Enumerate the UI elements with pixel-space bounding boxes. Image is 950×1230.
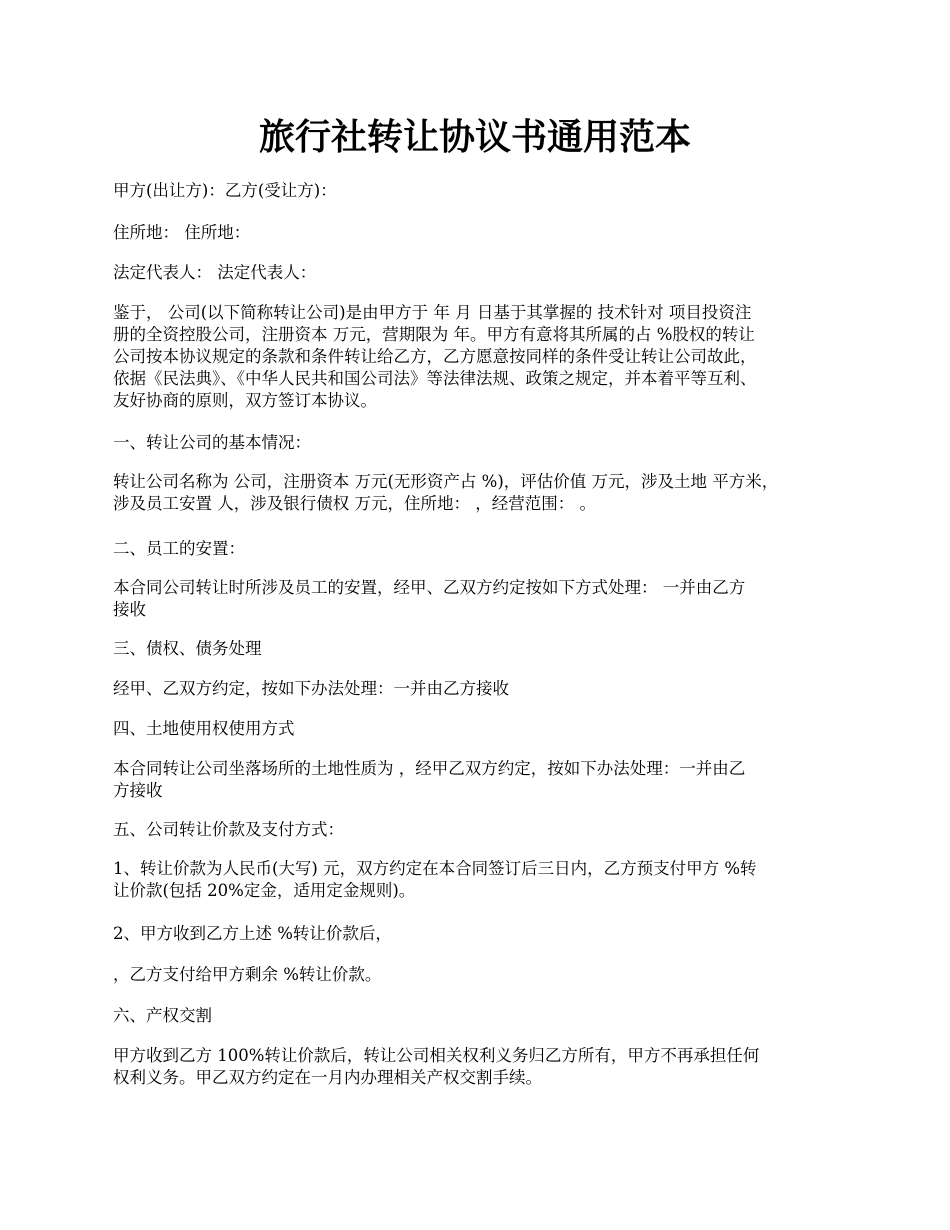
text-line: 二、员工的安置： bbox=[113, 539, 245, 558]
text-line: 让价款(包括 20%定金，适用定金规则)。 bbox=[113, 881, 416, 900]
text-line: 接收 bbox=[113, 600, 146, 619]
document-title: 旅行社转让协议书通用范本 bbox=[258, 116, 691, 158]
text-line: 三、债权、债务处理 bbox=[113, 639, 262, 658]
payment-clause-3 bbox=[113, 964, 853, 986]
text-line: 2、甲方收到乙方上述 %转让价款后， bbox=[113, 924, 392, 943]
text-line: 四、土地使用权使用方式 bbox=[113, 719, 295, 738]
legal-representative-paragraph bbox=[113, 262, 853, 284]
section-heading bbox=[113, 718, 853, 740]
text-line: 涉及员工安置 人，涉及银行债权 万元，住所地： ，经营范围： 。 bbox=[113, 494, 596, 513]
text-line: 转让公司名称为 公司，注册资本 万元(无形资产占 %)，评估价值 万元，涉及土地 平方米， bbox=[113, 472, 779, 491]
text-line: 鉴于， 公司(以下简称转让公司)是由甲方于 年 月 日基于其掌握的 技术针对 项目投资注 bbox=[113, 303, 752, 322]
section-heading bbox=[113, 819, 853, 841]
preamble-paragraph bbox=[113, 302, 853, 412]
debt-paragraph bbox=[113, 678, 853, 700]
text-line: 住所地： 住所地： bbox=[113, 223, 251, 242]
employee-paragraph bbox=[113, 577, 853, 621]
text-line: 册的全资控股公司，注册资本 万元，营期限为 年。甲方有意将其所属的占 %股权的转让 bbox=[113, 325, 755, 344]
address-paragraph bbox=[113, 222, 853, 244]
text-line: 六、产权交割 bbox=[113, 1006, 212, 1025]
text-line: 甲方(出让方)：乙方(受让方)： bbox=[113, 181, 337, 200]
party-names-paragraph bbox=[113, 180, 853, 202]
text-line: 友好协商的原则，双方签订本协议。 bbox=[113, 391, 377, 410]
text-line: 本合同公司转让时所涉及员工的安置，经甲、乙双方约定按如下方式处理： 一并由乙方 bbox=[113, 578, 746, 597]
text-line: 本合同转让公司坐落场所的土地性质为 ，经甲乙双方约定，按如下办法处理：一并由乙 bbox=[113, 759, 746, 778]
text-line: ，乙方支付给甲方剩余 %转让价款。 bbox=[113, 965, 382, 984]
text-line: 一、转让公司的基本情况： bbox=[113, 433, 311, 452]
section-heading bbox=[113, 538, 853, 560]
section-heading bbox=[113, 638, 853, 660]
company-info-paragraph bbox=[113, 471, 853, 515]
property-transfer-paragraph bbox=[113, 1045, 853, 1089]
payment-clause-2 bbox=[113, 923, 853, 945]
text-line: 1、转让价款为人民币(大写) 元，双方约定在本合同签订后三日内，乙方预支付甲方 %转 bbox=[113, 859, 757, 878]
text-line: 公司按本协议规定的条款和条件转让给乙方，乙方愿意按同样的条件受让转让公司故此， bbox=[113, 347, 757, 366]
section-heading bbox=[113, 1005, 853, 1027]
section-heading bbox=[113, 432, 853, 454]
text-line: 方接收 bbox=[113, 781, 163, 800]
text-line: 法定代表人： 法定代表人： bbox=[113, 263, 317, 282]
text-line: 经甲、乙双方约定，按如下办法处理：一并由乙方接收 bbox=[113, 679, 509, 698]
text-line: 五、公司转让价款及支付方式： bbox=[113, 820, 344, 839]
text-line: 权利义务。甲乙双方约定在一月内办理相关产权交割手续。 bbox=[113, 1068, 542, 1087]
payment-clause-1 bbox=[113, 858, 853, 902]
text-line: 依据《民法典》、《中华人民共和国公司法》等法律法规、政策之规定，并本着平等互利、 bbox=[113, 369, 757, 388]
text-line: 甲方收到乙方 100%转让价款后，转让公司相关权利义务归乙方所有，甲方不再承担任何 bbox=[113, 1046, 760, 1065]
land-paragraph bbox=[113, 758, 853, 802]
